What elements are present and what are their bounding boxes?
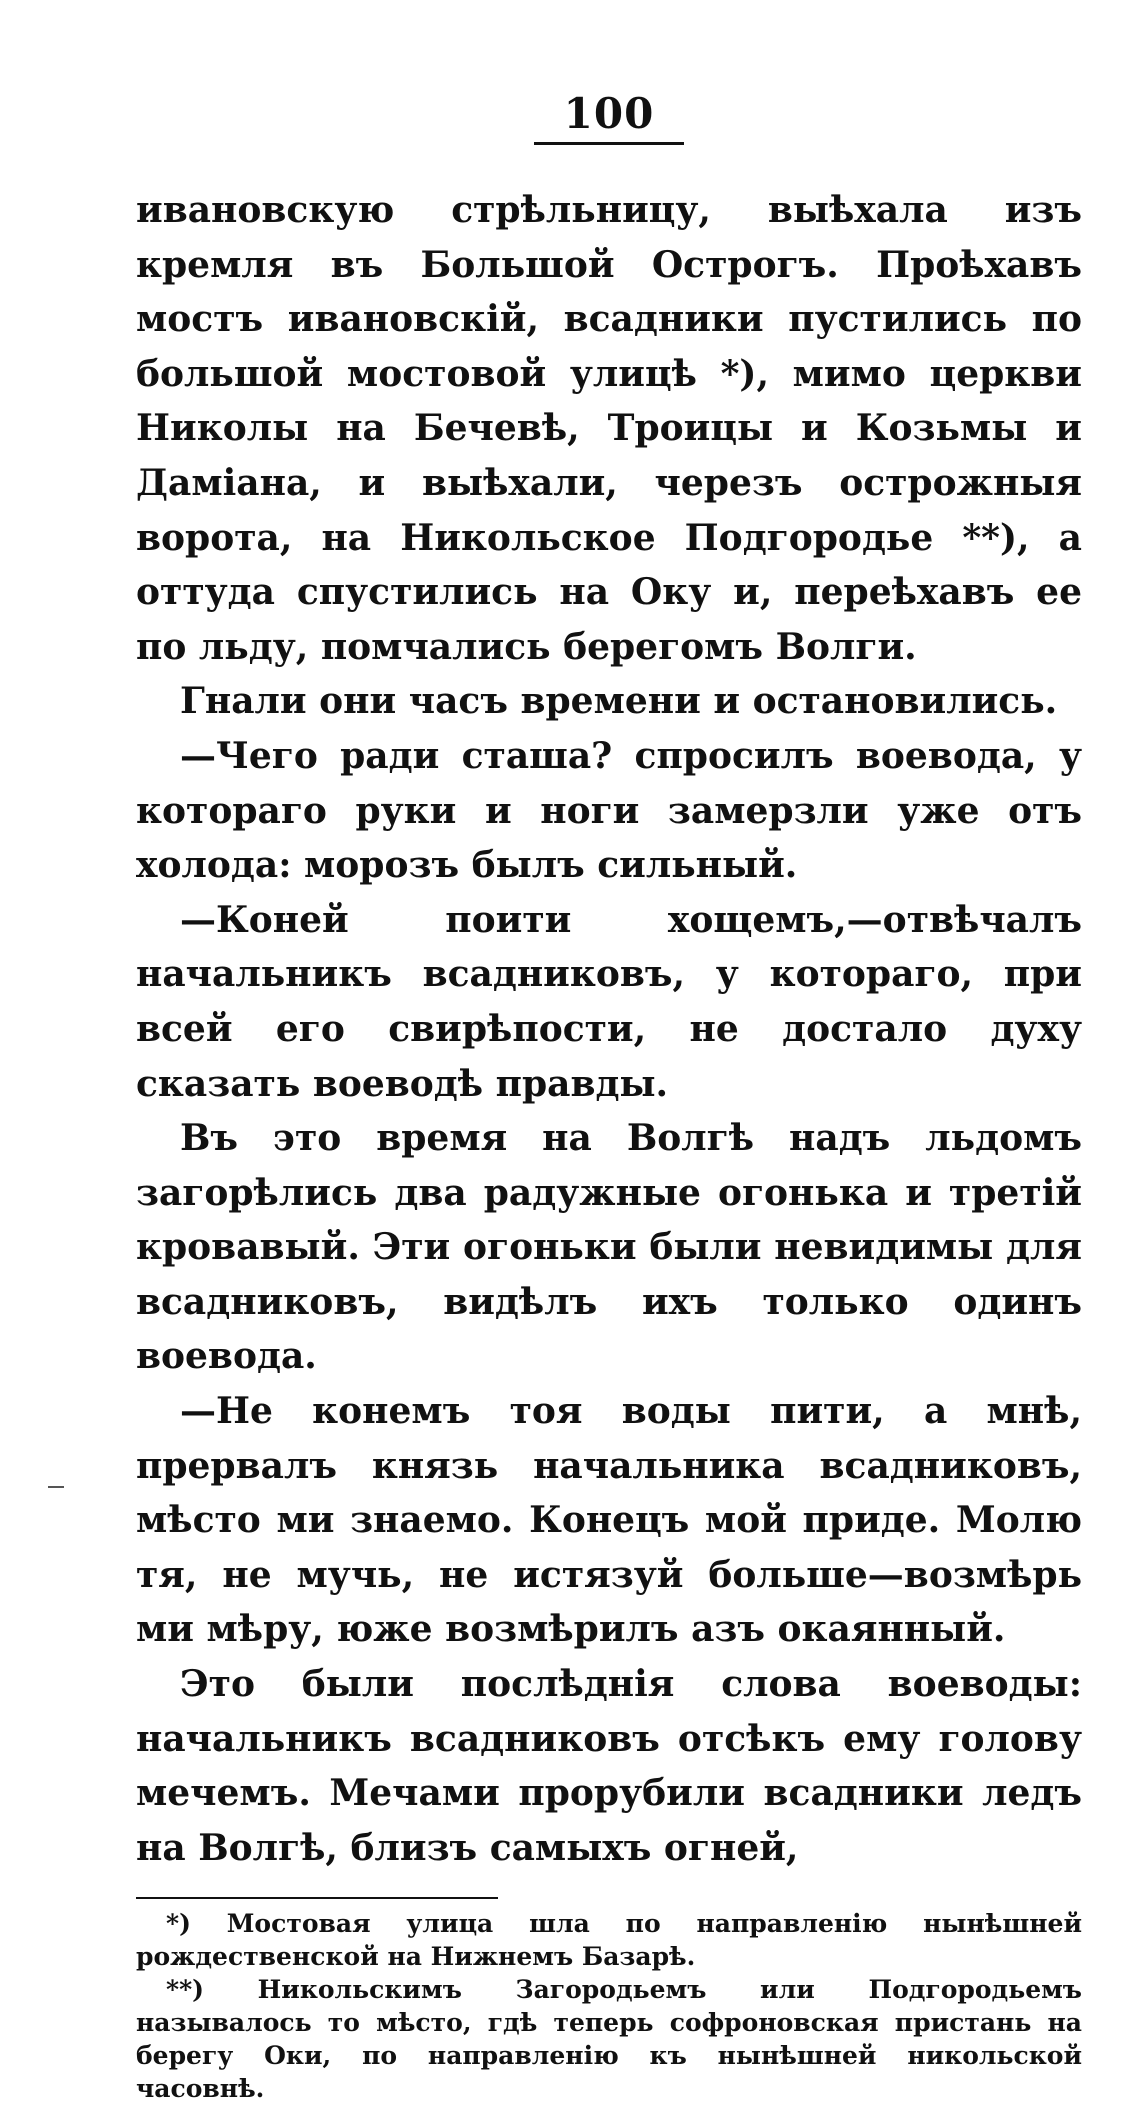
paragraph: Гнали они часъ времени и остановились. — [180, 680, 1058, 723]
footnote: **) Никольскимъ Загородьемъ или Подгородьемъ называлось то мѣсто, гдѣ теперь софроновская пристань на берегу Оки, по направленію къ нынѣшней никольской часовнѣ. — [136, 1975, 1082, 2104]
footnote-divider — [136, 1897, 498, 1899]
paragraph: —Не конемъ тоя воды пити, а мнѣ, прервалъ князь начальника всадниковъ, мѣсто ми знаемо. Конецъ мой приде. Молю тя, не мучь, не истязуй больше—возмѣрь ми мѣру, юже возмѣрилъ азъ окаянный. — [136, 1390, 1082, 1651]
footnote: *) Мостовая улица шла по направленію нынѣшней рождественской на Нижнемъ Базарѣ. — [136, 1909, 1082, 1972]
paragraph: —Чего ради сташа? спросилъ воевода, у котораго руки и ноги замерзли уже отъ холода: морозъ былъ сильный. — [136, 734, 1082, 887]
book-page — [136, 88, 1082, 2105]
footnotes — [136, 1907, 1082, 2105]
page-number: 100 — [534, 88, 684, 145]
paragraph: Это были послѣднія слова воеводы: начальникъ всадниковъ отсѣкъ ему голову мечемъ. Мечами прорубили всадники ледъ на Волгѣ, близъ самыхъ огней, — [136, 1663, 1082, 1869]
scan-artifact — [48, 1486, 64, 1488]
paragraph: —Коней поити хощемъ,—отвѣчалъ начальникъ всадниковъ, у котораго, при всей его свирѣпости, не достало духу сказать воеводѣ правды. — [136, 898, 1082, 1105]
paragraph: ивановскую стрѣльницу, выѣхала изъ кремля въ Большой Острогъ. Проѣхавъ мостъ ивановскій, всадники пустились по большой мостовой улицѣ *), мимо церкви Николы на Бечевѣ, Троицы и Козьмы и Даміана, и выѣхали, черезъ острожныя ворота, на Никольское Подгородье **), а оттуда спустились на Оку и, переѣхавъ ее по льду, помчались берегомъ Волги. — [136, 189, 1082, 668]
paragraph: Въ это время на Волгѣ надъ льдомъ загорѣлись два радужные огонька и третій кровавый. Эти огоньки были невидимы для всадниковъ, видѣлъ ихъ только одинъ воевода. — [136, 1117, 1082, 1378]
main-text — [136, 183, 1082, 1875]
